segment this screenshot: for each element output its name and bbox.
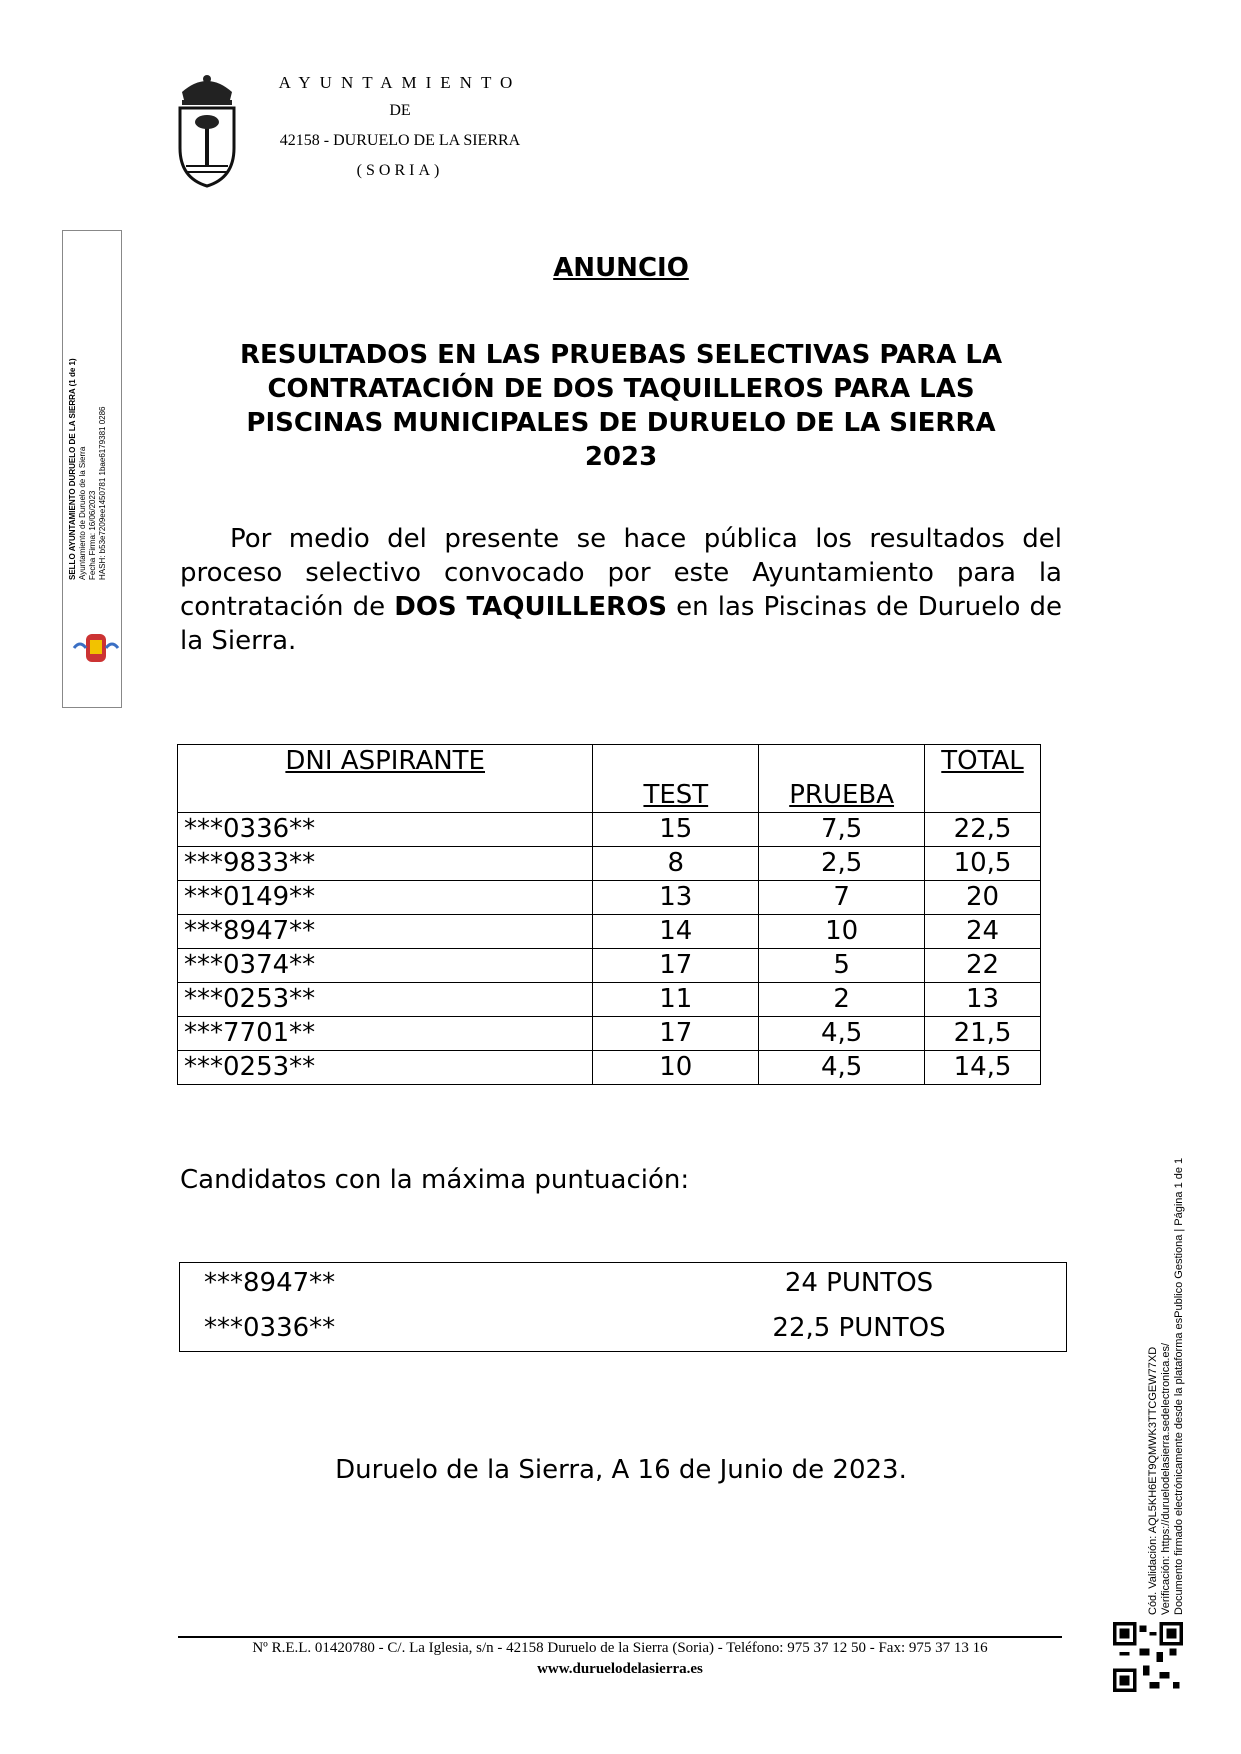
max-score-label: Candidatos con la máxima puntuación: (180, 1165, 690, 1195)
header-line-4: (SORIA) (356, 162, 444, 179)
cell-total: 22,5 (925, 813, 1041, 847)
table-row (178, 949, 1041, 983)
cell-dni: ***7701** (178, 1017, 593, 1051)
cell-test: 13 (593, 881, 759, 915)
table-row (178, 881, 1041, 915)
cell-dni: ***0149** (178, 881, 593, 915)
paragraph-text-2: en las Piscinas de Duruelo de la Sierra. (180, 592, 1062, 656)
max-candidate-row (204, 1268, 1054, 1308)
cell-total: 21,5 (925, 1017, 1041, 1051)
table-header-row (178, 745, 1041, 813)
table-row (178, 847, 1041, 881)
max-candidate-points: 24 PUNTOS (784, 1268, 934, 1298)
intro-paragraph (180, 522, 1062, 658)
cell-prueba: 7 (759, 881, 925, 915)
cell-total: 14,5 (925, 1051, 1041, 1085)
max-candidate-dni: ***8947** (204, 1268, 336, 1298)
date-line: Duruelo de la Sierra, A 16 de Junio de 2023. (335, 1455, 907, 1485)
table-row (178, 1017, 1041, 1051)
cell-prueba: 4,5 (759, 1017, 925, 1051)
cell-test: 14 (593, 915, 759, 949)
max-candidate-points: 22,5 PUNTOS (772, 1313, 946, 1343)
cell-total: 24 (925, 915, 1041, 949)
header-line-1: AYUNTAMIENTO (278, 73, 522, 92)
results-title-line-1: RESULTADOS EN LAS PRUEBAS SELECTIVAS PARA LA (239, 340, 1003, 370)
seal-line-1: SELLO AYUNTAMIENTO DURUELO DE LA SIERRA (1 de 1) (68, 358, 77, 580)
cell-prueba: 2 (759, 983, 925, 1017)
results-title-line-2: CONTRATACIÓN DE DOS TAQUILLEROS PARA LAS (267, 374, 975, 404)
footer-website: www.duruelodelasierra.es (537, 1661, 703, 1677)
municipality-header (240, 72, 560, 182)
cell-total: 10,5 (925, 847, 1041, 881)
cell-prueba: 7,5 (759, 813, 925, 847)
seal-emblem-icon (70, 630, 122, 666)
seal-line-4: HASH: b53e7209ee1450781 1bae6179381 0286 (98, 406, 107, 580)
footer-divider (178, 1636, 1062, 1638)
cell-prueba: 2,5 (759, 847, 925, 881)
verification-url: Verificación: https://duruelodelasierra.sedelectronica.es/ (1160, 1342, 1172, 1615)
footer-address: Nº R.E.L. 01420780 - C/. La Iglesia, s/n - 42158 Duruelo de la Sierra (Soria) - Teléfono: 975 37 12 50 - Fax: 975 37 13 16 (252, 1640, 988, 1656)
column-header-dni: DNI ASPIRANTE (178, 745, 593, 813)
verification-info (1147, 1095, 1186, 1615)
coat-of-arms-logo (172, 70, 242, 188)
table-row (178, 915, 1041, 949)
paragraph-bold-text: DOS TAQUILLEROS (394, 592, 668, 622)
cell-dni: ***9833** (178, 847, 593, 881)
column-header-test: TEST (593, 745, 759, 813)
max-score-box (179, 1262, 1067, 1352)
cell-test: 11 (593, 983, 759, 1017)
paragraph-text-1: Por medio del presente se hace pública los resultados del proceso selectivo convocado por este Ayuntamiento para la contratación de (180, 524, 1062, 622)
cell-test: 15 (593, 813, 759, 847)
seal-line-3: Fecha Firma: 16/06/2023 (88, 490, 97, 580)
cell-dni: ***8947** (178, 915, 593, 949)
header-line-3: 42158 - DURUELO DE LA SIERRA (279, 132, 521, 149)
results-table (177, 744, 1041, 1085)
document-title: ANUNCIO (553, 253, 689, 283)
table-row (178, 983, 1041, 1017)
cell-dni: ***0253** (178, 983, 593, 1017)
electronic-seal-text (68, 280, 108, 580)
cell-total: 22 (925, 949, 1041, 983)
cell-dni: ***0374** (178, 949, 593, 983)
cell-test: 8 (593, 847, 759, 881)
results-title (180, 338, 1062, 474)
results-title-line-4: 2023 (584, 442, 658, 472)
cell-total: 20 (925, 881, 1041, 915)
qr-code-icon (1113, 1622, 1183, 1692)
cell-test: 17 (593, 949, 759, 983)
cell-test: 17 (593, 1017, 759, 1051)
cell-prueba: 5 (759, 949, 925, 983)
max-candidate-row (204, 1313, 1054, 1353)
cell-prueba: 4,5 (759, 1051, 925, 1085)
seal-line-2: Ayuntamiento de Duruelo de la Sierra (78, 446, 87, 580)
max-candidate-dni: ***0336** (204, 1313, 336, 1343)
column-header-prueba: PRUEBA (759, 745, 925, 813)
cell-prueba: 10 (759, 915, 925, 949)
cell-test: 10 (593, 1051, 759, 1085)
cell-dni: ***0253** (178, 1051, 593, 1085)
table-row (178, 813, 1041, 847)
header-line-2: DE (389, 102, 411, 119)
cell-total: 13 (925, 983, 1041, 1017)
column-header-total: TOTAL (925, 745, 1041, 813)
verification-code: Cód. Validación: AQL5KH6ET9QMWK3TTCGEW77XD (1147, 1346, 1159, 1615)
verification-note: Documento firmado electrónicamente desde la plataforma esPublico Gestiona | Página 1 de 1 (1173, 1157, 1185, 1615)
table-row (178, 1051, 1041, 1085)
results-title-line-3: PISCINAS MUNICIPALES DE DURUELO DE LA SIERRA (246, 408, 996, 438)
cell-dni: ***0336** (178, 813, 593, 847)
